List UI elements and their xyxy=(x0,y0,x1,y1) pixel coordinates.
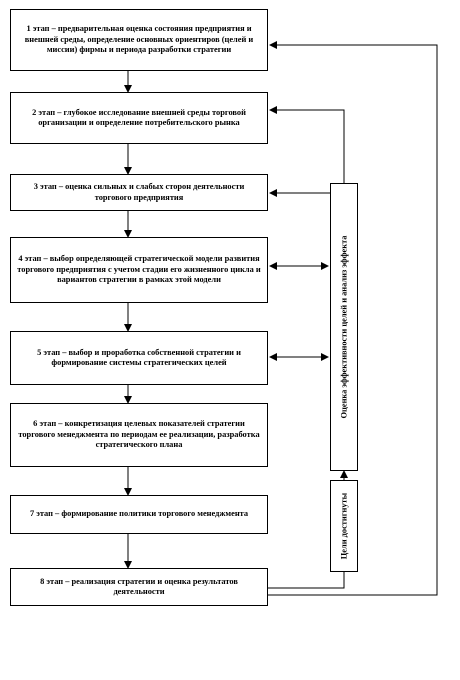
stage-2-text: 2 этап – глубокое исследование внешней среды торговой организации и определение потребительского рынка xyxy=(32,107,246,127)
stage-5-box xyxy=(10,331,268,385)
stage-7-text: 7 этап – формирование политики торгового менеджмента xyxy=(29,509,249,519)
stage-4-box xyxy=(10,237,268,303)
stage-1-box xyxy=(10,9,268,71)
stage-4-text: 4 этап – выбор определяющей стратегической модели развития торгового предприятия с учетом стадии его жизненного цикла и вариантов стратегии в рамках этой модели xyxy=(17,254,261,285)
arrow-8-to-feedback xyxy=(268,572,344,588)
stage-8-box xyxy=(10,568,268,606)
stage-6-box xyxy=(10,403,268,467)
feedback-label: Цели достигнуты xyxy=(339,492,349,560)
stage-7-box xyxy=(10,495,268,534)
stage-1-text: 1 этап – предварительная оценка состояния предприятия и внешней среды, определение основных ориентиров (целей и миссии) фирмы и периода разработки стратегии xyxy=(24,24,254,55)
stage-6-text: 6 этап – конкретизация целевых показателей стратегии торгового менеджмента по периодам ее реализации, разработка стратегического плана xyxy=(18,419,260,450)
stage-5-text: 5 этап – выбор и проработка собственной стратегии и формирование системы стратегических целей xyxy=(37,347,241,367)
analysis-label: Оценка эффективности целей и анализ эффекта xyxy=(339,235,349,419)
stage-8-text: 8 этап – реализация стратегии и оценка результатов деятельности xyxy=(40,576,238,596)
feedback-box xyxy=(330,480,358,572)
stage-3-text: 3 этап – оценка сильных и слабых сторон деятельности торгового предприятия xyxy=(33,182,245,202)
arrow-analysis-to-2 xyxy=(270,110,344,183)
analysis-box xyxy=(330,183,358,471)
stage-2-box xyxy=(10,92,268,144)
stage-3-box xyxy=(10,174,268,211)
